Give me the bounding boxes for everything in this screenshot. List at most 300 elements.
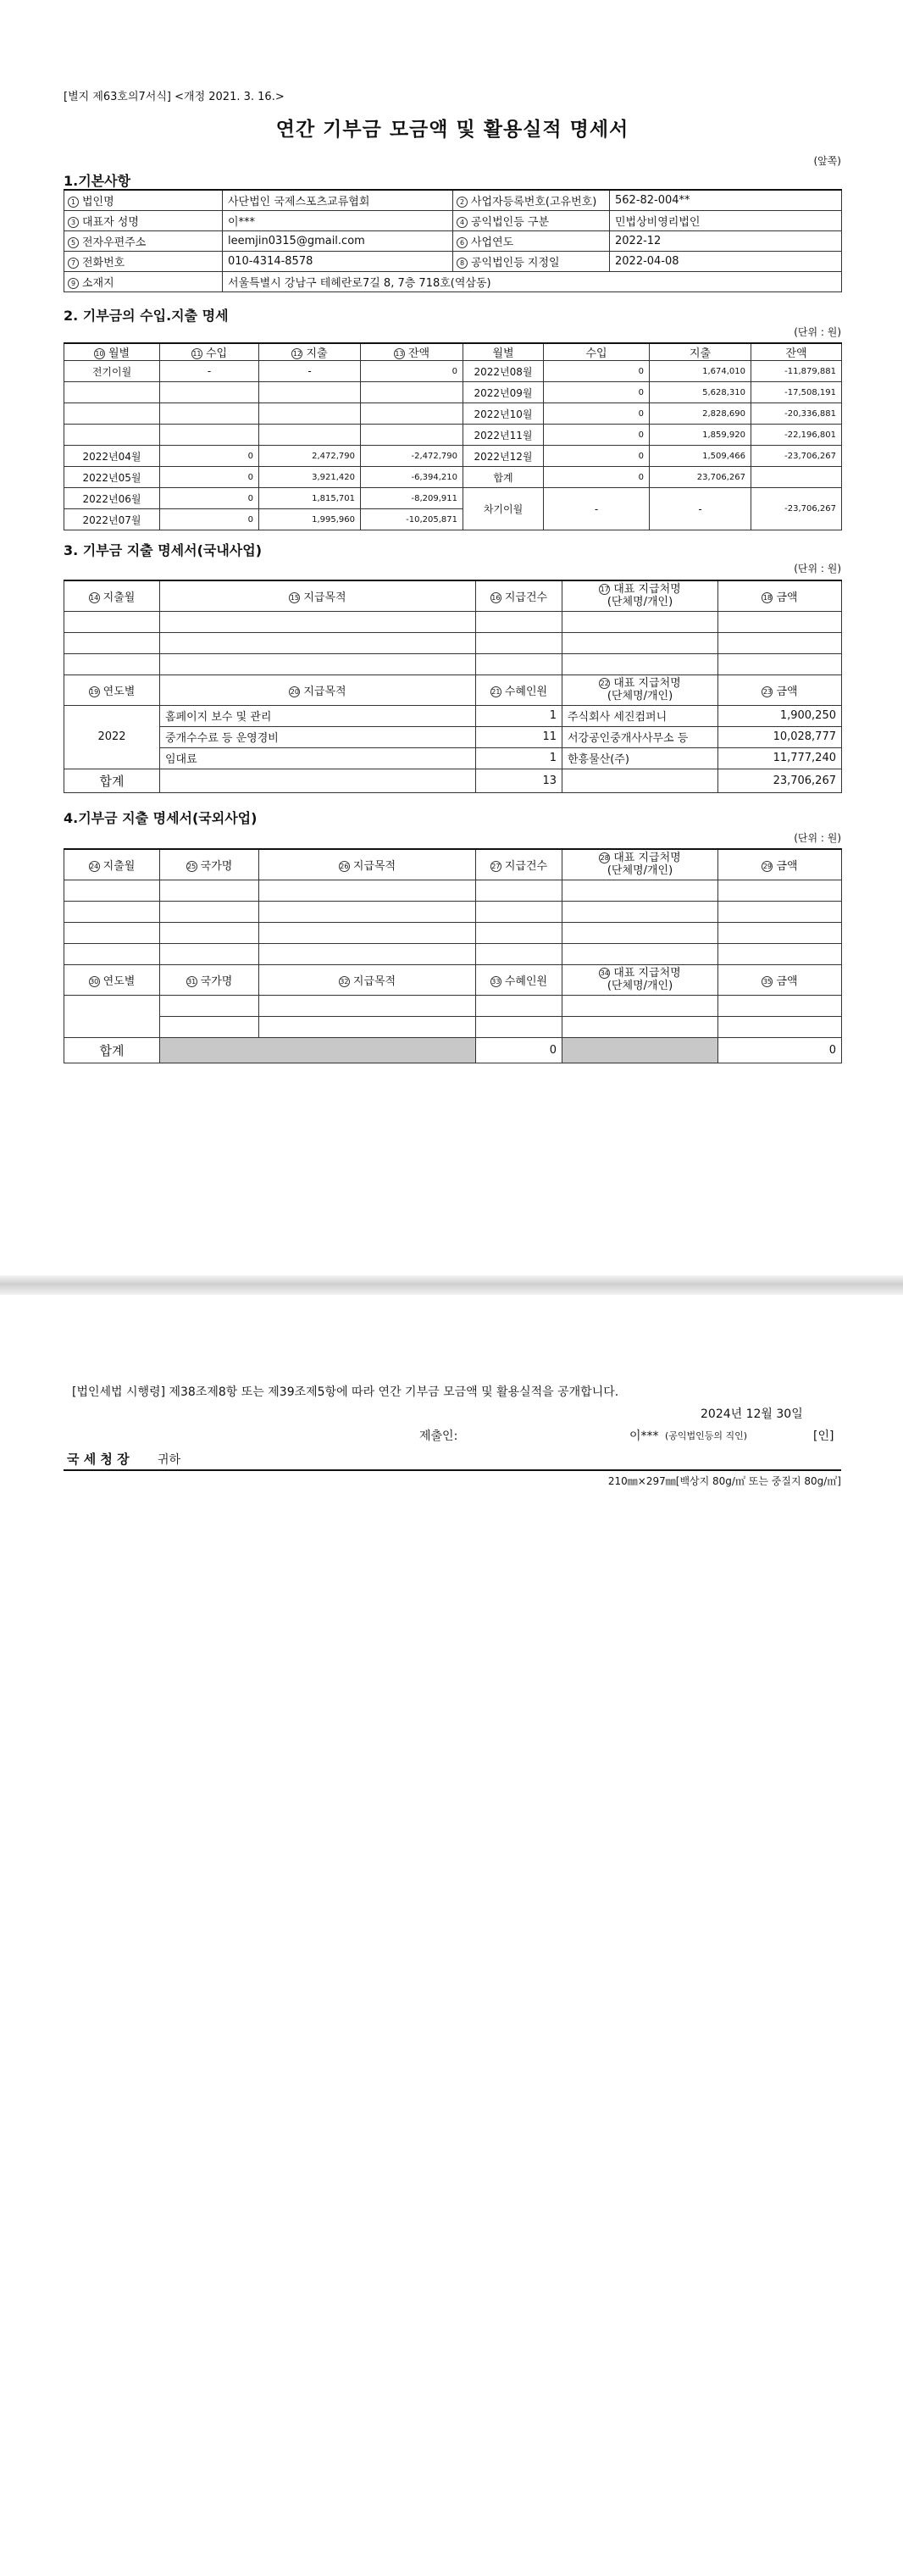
income-table [64, 342, 842, 530]
income-row [64, 488, 842, 509]
count-cell: 1 [476, 705, 562, 726]
item-number-circle: 4 [457, 217, 468, 228]
balance-cell [361, 382, 463, 403]
empty-cell [718, 901, 842, 922]
overseas-header-row [64, 849, 842, 880]
income-unit: (단위 : 원) [794, 326, 841, 338]
header-payee [562, 580, 718, 611]
empty-cell [160, 1016, 259, 1037]
paper-spec: 210㎜×297㎜[백상지 80g/㎡ 또는 중질지 80g/㎡] [607, 1475, 841, 1487]
empty-cell [562, 943, 718, 964]
empty-cell [718, 995, 842, 1016]
total-amount: 0 [718, 1037, 842, 1063]
header-month-right: 월별 [463, 343, 544, 361]
field-label-text: 법인명 [82, 195, 114, 208]
field-label [453, 230, 610, 251]
total-count: 0 [476, 1037, 562, 1063]
expense-cell: 1,815,701 [259, 488, 361, 509]
empty-cell [562, 632, 718, 653]
empty-cell [259, 901, 476, 922]
empty-cell [476, 1016, 562, 1037]
item-number-circle: 1 [68, 197, 79, 208]
field-label-text: 공익법인등 구분 [471, 215, 550, 229]
balance-cell: -10,205,871 [361, 509, 463, 530]
month-cell: 2022년12월 [463, 446, 544, 467]
balance-cell: -11,879,881 [751, 361, 842, 382]
empty-cell [562, 880, 718, 901]
overseas-empty-row [64, 1016, 842, 1037]
section-income-title: 2. 기부금의 수입.지출 명세 [64, 308, 229, 324]
field-label-text: 사업연도 [471, 236, 514, 249]
income-cell [160, 425, 259, 446]
header-count [476, 580, 562, 611]
section-basic-title: 1.기본사항 [64, 173, 131, 189]
empty-cell [259, 995, 476, 1016]
statement-text: [법인세법 시행령] 제38조제8항 또는 제39조제5항에 따라 연간 기부금 모금액 및 활용실적을 공개합니다. [72, 1385, 619, 1399]
month-cell: 합계 [463, 467, 544, 488]
item-number-circle: 24 [90, 862, 99, 870]
submission-date: 2024년 12월 30일 [701, 1407, 803, 1421]
item-number-circle: 2 [457, 197, 468, 208]
empty-cell [718, 611, 842, 632]
header-text: 연도별 [102, 685, 136, 698]
document-page-1 [0, 0, 903, 1275]
empty-cell [160, 611, 476, 632]
empty-cell [476, 632, 562, 653]
header-expense [259, 343, 361, 361]
total-count: 13 [476, 769, 562, 792]
month-cell [64, 425, 160, 446]
header-text: 대표 지급처명 [613, 583, 681, 597]
month-cell: 2022년04월 [64, 446, 160, 467]
header-subtext: (단체명/개인) [607, 596, 673, 609]
month-cell: 2022년06월 [64, 488, 160, 509]
field-label [64, 251, 223, 271]
section-overseas-title: 4.기부금 지출 명세서(국외사업) [64, 810, 258, 826]
field-label-text: 공익법인등 지정일 [471, 256, 560, 269]
amount-cell: 11,777,240 [718, 747, 842, 769]
empty-cell [64, 880, 160, 901]
empty-cell [476, 653, 562, 675]
item-number-circle: 9 [68, 278, 79, 289]
field-label [453, 210, 610, 230]
domestic-header-row [64, 675, 842, 705]
empty-cell [64, 943, 160, 964]
income-cell: 0 [160, 467, 259, 488]
count-cell: 11 [476, 726, 562, 747]
page-separator [0, 1275, 903, 1295]
domestic-row [64, 726, 842, 747]
overseas-empty-row [64, 922, 842, 943]
submitter-name: 이*** [629, 1430, 659, 1443]
balance-cell [361, 403, 463, 425]
income-cell: - [160, 361, 259, 382]
overseas-header-row [64, 964, 842, 995]
field-label-text: 전자우편주소 [82, 236, 147, 249]
income-cell: 0 [544, 446, 650, 467]
header-text: 지급목적 [352, 859, 396, 873]
empty-cell [160, 653, 476, 675]
header-amount [718, 964, 842, 995]
field-label [453, 190, 610, 210]
item-number-circle: 12 [292, 350, 302, 358]
empty-cell [160, 943, 259, 964]
header-count [476, 849, 562, 880]
balance-cell: -23,706,267 [751, 446, 842, 467]
income-row [64, 361, 842, 382]
domestic-empty-row [64, 632, 842, 653]
header-income-right: 수입 [544, 343, 650, 361]
header-text: 금액 [776, 974, 798, 988]
basic-row [64, 230, 842, 251]
month-cell: 전기이월 [64, 361, 160, 382]
overseas-empty-row [64, 880, 842, 901]
overseas-empty-row [64, 943, 842, 964]
empty-cell [718, 943, 842, 964]
empty-cell [259, 880, 476, 901]
field-label-text: 전화번호 [82, 256, 125, 269]
header-subtext: (단체명/개인) [607, 980, 673, 992]
item-number-circle: 3 [68, 217, 79, 228]
item-number-circle: 16 [491, 593, 501, 602]
income-row [64, 403, 842, 425]
empty-cell [64, 995, 160, 1037]
header-beneficiaries [476, 675, 562, 705]
income-cell: 0 [544, 382, 650, 403]
carryover-expense: - [650, 488, 751, 530]
submitter-label: 제출인: [419, 1430, 458, 1443]
total-label: 합계 [64, 769, 160, 792]
header-text: 수혜인원 [504, 974, 548, 988]
item-number-circle: 29 [762, 862, 773, 870]
header-country [160, 849, 259, 880]
header-text: 수혜인원 [504, 685, 548, 698]
empty-cell [64, 922, 160, 943]
empty-cell [259, 922, 476, 943]
item-number-circle: 10 [95, 350, 104, 358]
shaded-cell [160, 1037, 476, 1063]
header-expense-right: 지출 [650, 343, 751, 361]
total-amount: 23,706,267 [718, 769, 842, 792]
empty-cell [160, 901, 259, 922]
section-domestic-title: 3. 기부금 지출 명세서(국내사업) [64, 542, 263, 558]
item-number-circle: 11 [192, 350, 202, 358]
field-label [453, 251, 610, 271]
item-number-circle: 22 [600, 680, 609, 687]
header-payee [562, 675, 718, 705]
header-text: 대표 지급처명 [613, 967, 681, 980]
header-text: 대표 지급처명 [613, 852, 681, 865]
header-text: 수입 [205, 347, 228, 360]
header-year [64, 964, 160, 995]
header-month [64, 580, 160, 611]
overseas-empty-row [64, 995, 842, 1016]
basic-row [64, 190, 842, 210]
domestic-empty-row [64, 611, 842, 632]
income-cell: 0 [544, 403, 650, 425]
address-value: 서울특별시 강남구 테헤란로7길 8, 7층 718호(역삼동) [223, 271, 842, 291]
empty-cell [562, 1016, 718, 1037]
expense-cell: 1,859,920 [650, 425, 751, 446]
income-row [64, 382, 842, 403]
header-text: 지급목적 [352, 974, 396, 988]
header-month [64, 343, 160, 361]
empty-cell [259, 943, 476, 964]
item-number-circle: 21 [491, 687, 501, 696]
field-value: 2022-04-08 [610, 251, 842, 271]
footer-divider [64, 1469, 841, 1471]
item-number-circle: 15 [290, 593, 299, 602]
header-text: 지급건수 [504, 591, 548, 604]
count-cell: 1 [476, 747, 562, 769]
empty-cell [64, 901, 160, 922]
income-row [64, 446, 842, 467]
expense-cell: 1,995,960 [259, 509, 361, 530]
empty-cell [562, 769, 718, 792]
item-number-circle: 35 [762, 977, 773, 985]
item-number-circle: 27 [491, 862, 501, 870]
amount-cell: 1,900,250 [718, 705, 842, 726]
item-number-circle: 32 [340, 977, 349, 985]
empty-cell [476, 995, 562, 1016]
header-month [64, 849, 160, 880]
document-page-2 [0, 1295, 903, 2576]
header-text: 지출월 [102, 591, 136, 604]
empty-cell [160, 995, 259, 1016]
carryover-balance: -23,706,267 [751, 488, 842, 530]
expense-cell: 1,674,010 [650, 361, 751, 382]
empty-cell [476, 901, 562, 922]
income-row [64, 425, 842, 446]
header-purpose [259, 964, 476, 995]
field-value: 010-4314-8578 [223, 251, 453, 271]
payee-cell: 서강공인중개사사무소 등 [562, 726, 718, 747]
header-subtext: (단체명/개인) [607, 690, 673, 702]
empty-cell [476, 922, 562, 943]
header-text: 대표 지급처명 [613, 677, 681, 690]
item-number-circle: 18 [762, 593, 773, 602]
payee-cell: 한흥물산(주) [562, 747, 718, 769]
field-value: 562-82-004** [610, 190, 842, 210]
balance-cell [751, 467, 842, 488]
header-purpose [160, 675, 476, 705]
header-payee [562, 849, 718, 880]
income-cell: 0 [544, 467, 650, 488]
item-number-circle: 6 [457, 237, 468, 248]
field-value: 이*** [223, 210, 453, 230]
income-header-row [64, 343, 842, 361]
domestic-row [64, 705, 842, 726]
empty-cell [718, 1016, 842, 1037]
amount-cell: 10,028,777 [718, 726, 842, 747]
balance-cell: 0 [361, 361, 463, 382]
header-purpose [259, 849, 476, 880]
purpose-cell: 임대료 [160, 747, 476, 769]
empty-cell [562, 995, 718, 1016]
balance-cell: -6,394,210 [361, 467, 463, 488]
basic-row [64, 251, 842, 271]
overseas-empty-row [64, 901, 842, 922]
header-text: 금액 [776, 591, 798, 604]
expense-cell: 2,828,690 [650, 403, 751, 425]
header-subtext: (단체명/개인) [607, 864, 673, 878]
balance-cell: -22,196,801 [751, 425, 842, 446]
field-label-text: 사업자등록번호(고유번호) [471, 195, 597, 208]
item-number-circle: 28 [600, 854, 609, 863]
balance-cell [361, 425, 463, 446]
empty-cell [476, 611, 562, 632]
empty-cell [718, 922, 842, 943]
item-number-circle: 20 [290, 687, 299, 696]
domestic-unit: (단위 : 원) [794, 563, 841, 575]
header-text: 지급건수 [504, 859, 548, 873]
expense-cell: 1,509,466 [650, 446, 751, 467]
header-text: 지급목적 [303, 591, 346, 604]
header-balance [361, 343, 463, 361]
empty-cell [476, 880, 562, 901]
domestic-empty-row [64, 653, 842, 675]
header-amount [718, 580, 842, 611]
item-number-circle: 33 [491, 977, 501, 985]
item-number-circle: 14 [90, 593, 99, 602]
field-label-text: 소재지 [82, 276, 114, 290]
balance-cell: -20,336,881 [751, 403, 842, 425]
income-cell: 0 [160, 446, 259, 467]
field-label [64, 271, 223, 291]
expense-cell: 2,472,790 [259, 446, 361, 467]
field-label [64, 190, 223, 210]
income-cell: 0 [544, 425, 650, 446]
income-cell: 0 [160, 509, 259, 530]
header-amount [718, 849, 842, 880]
header-text: 연도별 [102, 974, 136, 988]
income-cell: 0 [544, 361, 650, 382]
expense-cell [259, 403, 361, 425]
carryover-income: - [544, 488, 650, 530]
expense-cell: 3,921,420 [259, 467, 361, 488]
field-label [64, 230, 223, 251]
empty-cell [562, 611, 718, 632]
overseas-total-row [64, 1037, 842, 1063]
page-title: 연간 기부금 모금액 및 활용실적 명세서 [275, 119, 629, 141]
header-country [160, 964, 259, 995]
expense-cell: 23,706,267 [650, 467, 751, 488]
seal-mark: [인] [813, 1430, 834, 1443]
header-income [160, 343, 259, 361]
header-text: 지급목적 [303, 685, 346, 698]
item-number-circle: 17 [600, 586, 609, 594]
income-cell: 0 [160, 488, 259, 509]
expense-cell [259, 425, 361, 446]
month-cell: 2022년09월 [463, 382, 544, 403]
header-text: 국가명 [200, 974, 233, 988]
empty-cell [160, 769, 476, 792]
empty-cell [718, 653, 842, 675]
domestic-table [64, 580, 842, 793]
expense-cell: 5,628,310 [650, 382, 751, 403]
header-text: 금액 [776, 859, 798, 873]
item-number-circle: 19 [90, 687, 99, 696]
shaded-cell [562, 1037, 718, 1063]
month-cell: 2022년10월 [463, 403, 544, 425]
month-cell [64, 382, 160, 403]
empty-cell [718, 880, 842, 901]
expense-cell: - [259, 361, 361, 382]
header-text: 금액 [776, 685, 798, 698]
header-balance-right: 잔액 [751, 343, 842, 361]
page-side-label: (앞쪽) [813, 155, 841, 167]
balance-cell: -8,209,911 [361, 488, 463, 509]
month-cell: 2022년08월 [463, 361, 544, 382]
field-value: 민법상비영리법인 [610, 210, 842, 230]
field-value: 2022-12 [610, 230, 842, 251]
item-number-circle: 5 [68, 237, 79, 248]
form-number: [별지 제63호의7서식] <개정 2021. 3. 16.> [64, 91, 285, 103]
expense-cell [259, 382, 361, 403]
field-value: leemjin0315@gmail.com [223, 230, 453, 251]
item-number-circle: 7 [68, 258, 79, 269]
empty-cell [160, 632, 476, 653]
empty-cell [64, 653, 160, 675]
domestic-row [64, 747, 842, 769]
overseas-unit: (단위 : 원) [794, 832, 841, 844]
balance-cell: -2,472,790 [361, 446, 463, 467]
domestic-header-row [64, 580, 842, 611]
empty-cell [562, 653, 718, 675]
income-row [64, 467, 842, 488]
header-text: 지출월 [102, 859, 136, 873]
item-number-circle: 34 [600, 969, 609, 977]
income-cell [160, 403, 259, 425]
header-payee [562, 964, 718, 995]
purpose-cell: 중개수수료 등 운영경비 [160, 726, 476, 747]
payee-cell: 주식회사 세진컴퍼니 [562, 705, 718, 726]
empty-cell [64, 611, 160, 632]
item-number-circle: 31 [187, 977, 197, 985]
header-beneficiaries [476, 964, 562, 995]
carryover-label: 차기이월 [463, 488, 544, 530]
empty-cell [562, 922, 718, 943]
item-number-circle: 26 [340, 862, 349, 870]
balance-cell: -17,508,191 [751, 382, 842, 403]
domestic-total-row [64, 769, 842, 792]
item-number-circle: 8 [457, 258, 468, 269]
year-cell: 2022 [64, 705, 160, 769]
total-label: 합계 [64, 1037, 160, 1063]
empty-cell [160, 922, 259, 943]
header-amount [718, 675, 842, 705]
basic-row [64, 210, 842, 230]
income-cell [160, 382, 259, 403]
month-cell [64, 403, 160, 425]
empty-cell [160, 880, 259, 901]
month-cell: 2022년11월 [463, 425, 544, 446]
item-number-circle: 25 [187, 862, 197, 870]
field-value: 사단법인 국제스포츠교류협회 [223, 190, 453, 210]
empty-cell [259, 1016, 476, 1037]
field-label [64, 210, 223, 230]
field-label-text: 대표자 성명 [82, 215, 139, 229]
header-purpose [160, 580, 476, 611]
recipient-honorific: 귀하 [158, 1453, 181, 1467]
empty-cell [562, 901, 718, 922]
header-text: 지출 [306, 347, 328, 360]
header-text: 월별 [108, 347, 130, 360]
item-number-circle: 13 [395, 350, 404, 358]
overseas-table [64, 848, 842, 1063]
basic-row [64, 271, 842, 291]
header-text: 국가명 [200, 859, 233, 873]
